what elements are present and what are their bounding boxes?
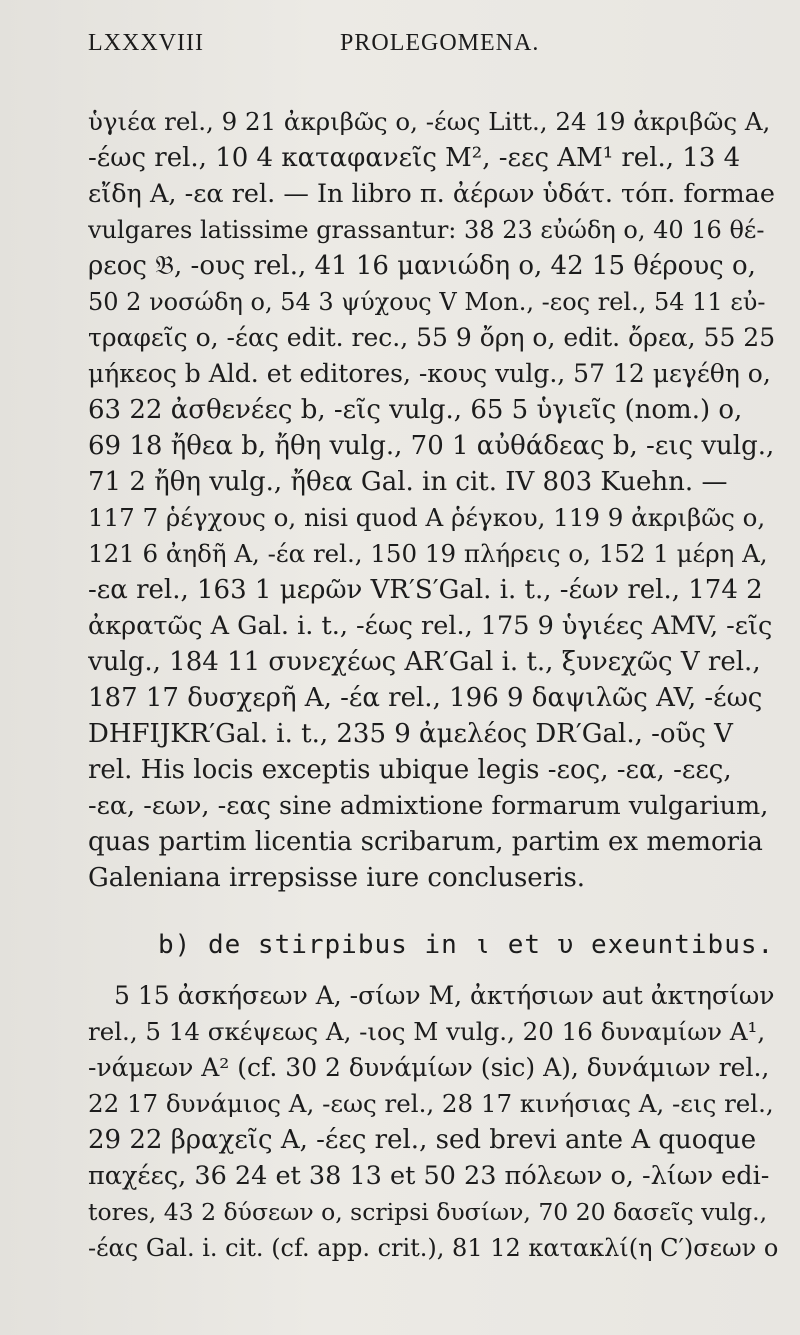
text-line: rel., 5 14 σκέψεως A, -ιος M vulg., 20 16 δυναμίων A¹, [88,1017,766,1046]
text-line: 69 18 ἤθεα b, ἤθη vulg., 70 1 αὐθάδεας b, -εις vulg., [88,431,775,461]
running-title: PROLEGOMENA. [340,30,540,56]
section-heading: b) de stirpibus in ι et υ exeuntibus. [158,930,775,960]
text-line: vulg., 184 11 συνεχέως AR′Gal i. t., ξυνεχῶς V rel., [88,647,761,677]
text-line: 71 2 ἤθη vulg., ἤθεα Gal. in cit. IV 803 Kuehn. — [88,467,728,497]
text-line: τραφεῖς o, -έας edit. rec., 55 9 ὄρη o, edit. ὄρεα, 55 25 [88,323,776,352]
paragraph-stems-i-u [88,978,778,1266]
text-line: rel. His locis exceptis ubique legis -εος, -εα, -εες, [88,755,732,785]
text-line: tores, 43 2 δύσεων o, scripsi δυσίων, 70 20 δασεῖς vulg., [88,1198,768,1226]
text-line: -έως rel., 10 4 καταφανεῖς M², -εες AM¹ rel., 13 4 [88,143,741,173]
text-line: quas partim licentia scribarum, partim ex memoria [88,827,763,857]
text-line: εἴδη A, -εα rel. — In libro π. ἀέρων ὑδάτ. τόπ. formae [88,179,775,209]
text-line: παχέες, 36 24 et 38 13 et 50 23 πόλεων o, -λίων edi- [88,1161,770,1191]
text-line: DHFIJKR′Gal. i. t., 235 9 ἀμελέος DR′Gal., -οῦς V [88,719,733,749]
text-line: ὑγιέα rel., 9 21 ἀκριβῶς o, -έως Litt., 24 19 ἀκριβῶς A, [88,107,771,136]
page-header [88,30,778,66]
text-line: 121 6 ἀηδῆ A, -έα rel., 150 19 πλήρεις o, 152 1 μέρη A, [88,539,768,568]
text-line: -έας Gal. i. cit. (cf. app. crit.), 81 12 κατακλί(η C′)σεων o [88,1234,778,1262]
text-line: -εα rel., 163 1 μερῶν VR′S′Gal. i. t., -έων rel., 174 2 [88,575,763,605]
text-line: 50 2 νοσώδη o, 54 3 ψύχους V Mon., -εος rel., 54 11 εὐ- [88,288,766,316]
text-line: 22 17 δυνάμιος A, -εως rel., 28 17 κινήσιας A, -εις rel., [88,1089,774,1118]
text-line: -εα, -εων, -εας sine admixtione formarum vulgarium, [88,791,769,821]
text-line: vulgares latissime grassantur: 38 23 εὐώδη o, 40 16 θέ- [88,216,765,244]
text-line: 187 17 δυσχερῆ A, -έα rel., 196 9 δαψιλῶς AV, -έως [88,683,763,713]
text-line: 29 22 βραχεῖς A, -έες rel., sed brevi ante A quoque [88,1125,757,1155]
text-line: ρεος 𝔅, -ους rel., 41 16 μανιώδη o, 42 15 θέρους o, [88,251,756,281]
page-number: LXXXVIII [88,30,204,56]
text-line: μήκεος b Ald. et editores, -κους vulg., 57 12 μεγέθη o, [88,359,771,388]
text-line: 63 22 ἀσθενέες b, -εῖς vulg., 65 5 ὑγιεῖς (nom.) o, [88,395,743,425]
text-line: ἀκρατῶς A Gal. i. t., -έως rel., 175 9 ὑγιέες AMV, -εῖς [88,611,773,641]
text-line: 5 15 ἀσκήσεων A, -σίων M, ἀκτήσιων aut ἀκτησίων [114,981,775,1010]
text-line: 117 7 ῥέγχους o, nisi quod A ῥέγκου, 119 9 ἀκριβῶς o, [88,503,766,532]
text-line: -νάμεων A² (cf. 30 2 δυνάμίων (sic) A), δυνάμιων rel., [88,1053,770,1082]
text-line: Galeniana irrepsisse iure concluseris. [88,863,586,893]
paragraph-forms-in-eos [88,104,778,896]
